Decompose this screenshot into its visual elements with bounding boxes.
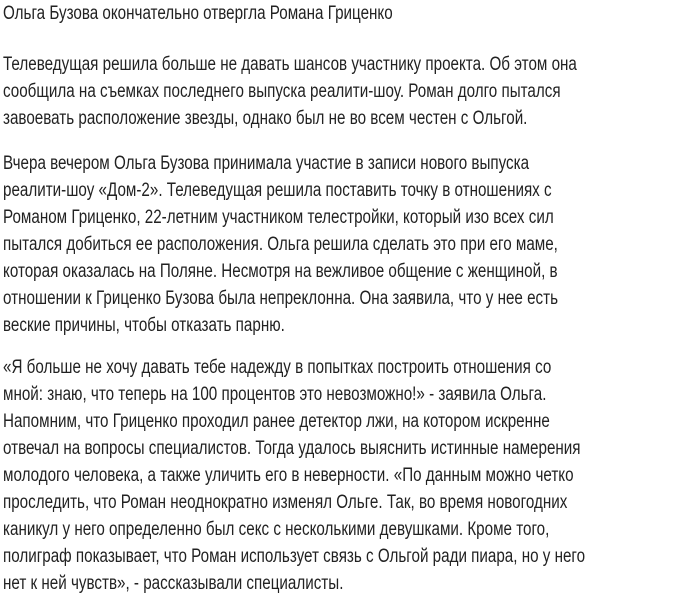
paragraph-line: веские причины, чтобы отказать парню.: [3, 315, 285, 336]
paragraph-line: пытался добиться ее расположения. Ольга решила сделать это при его маме,: [3, 234, 558, 255]
paragraph-line: Напомним, что Гриценко проходил ранее детектор лжи, на котором искренне: [3, 411, 550, 432]
paragraph-line: проследить, что Роман неоднократно изменял Ольге. Так, во время новогодних: [3, 492, 568, 513]
paragraph-line: «Я больше не хочу давать тебе надежду в попытках построить отношения со: [3, 357, 552, 378]
paragraph-line: которая оказалась на Поляне. Несмотря на вежливое общение с женщиной, в: [3, 261, 558, 282]
paragraph-line: молодого человека, а также уличить его в неверности. «По данным можно четко: [3, 465, 574, 486]
paragraph-line: Вчера вечером Ольга Бузова принимала участие в записи нового выпуска: [3, 153, 530, 174]
paragraph-line: Романом Гриценко, 22-летним участником телестройки, который изо всех сил: [3, 207, 554, 228]
paragraph-line: полиграф показывает, что Роман использует связь с Ольгой ради пиара, но у него: [3, 546, 586, 567]
paragraph-line: сообщила на съемках последнего выпуска реалити-шоу. Роман долго пытался: [3, 81, 561, 102]
paragraph-line: отношении к Гриценко Бузова была непреклонна. Она заявила, что у нее есть: [3, 288, 559, 309]
paragraph-line: отвечал на вопросы специалистов. Тогда удалось выяснить истинные намерения: [3, 438, 581, 459]
paragraph-line: завоевать расположение звезды, однако был не во всем честен с Ольгой.: [3, 108, 528, 129]
paragraph-line: реалити-шоу «Дом-2». Телеведущая решила поставить точку в отношениях с: [3, 180, 552, 201]
article-title: Ольга Бузова окончательно отвергла Романа Гриценко: [3, 3, 393, 24]
paragraph-line: мной: знаю, что теперь на 100 процентов это невозможно!» - заявила Ольга.: [3, 384, 547, 405]
paragraph-line: каникул у него определенно был секс с несколькими девушками. Кроме того,: [3, 519, 550, 540]
paragraph-line: Телеведущая решила больше не давать шансов участнику проекта. Об этом она: [3, 54, 577, 75]
paragraph-line: нет к ней чувств», - рассказывали специалисты.: [3, 573, 344, 594]
